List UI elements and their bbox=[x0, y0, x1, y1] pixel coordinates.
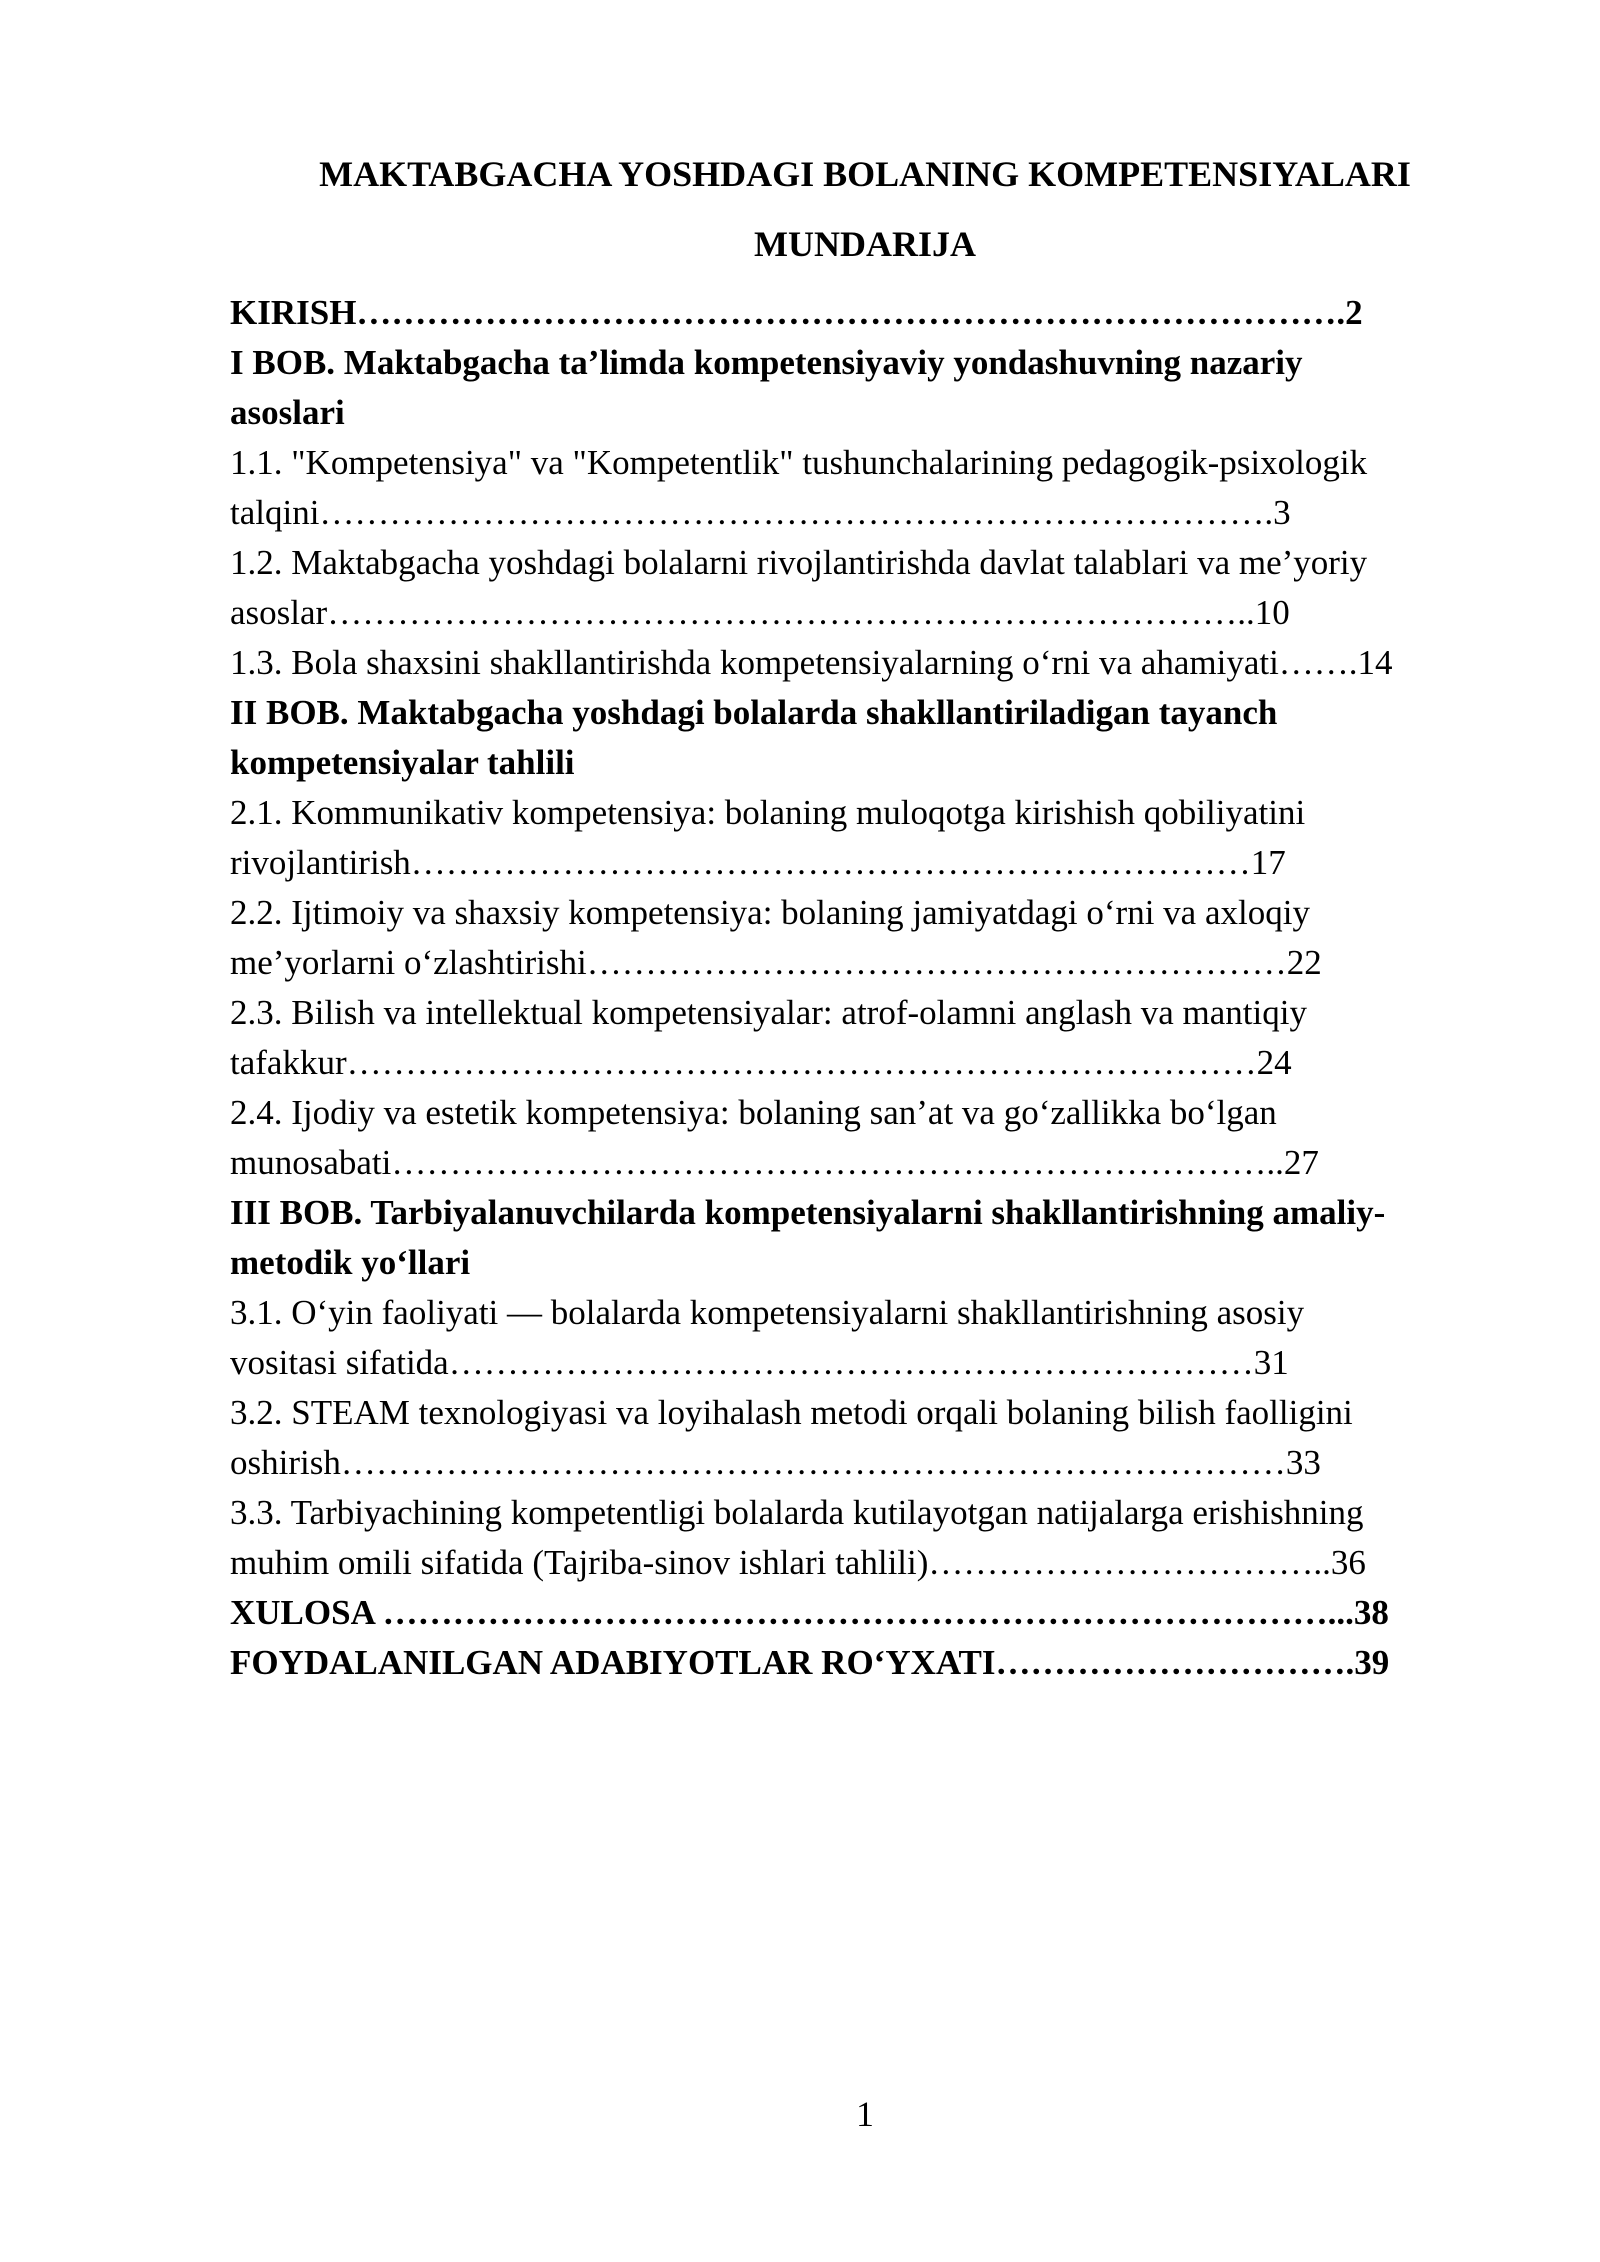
toc-line: I BOB. Maktabgacha ta’limda kompetensiyaviy yondashuvning nazariy bbox=[230, 343, 1303, 382]
toc-line: kompetensiyalar tahlili bbox=[230, 743, 575, 782]
toc-line: 2.2. Ijtimoiy va shaxsiy kompetensiya: bolaning jamiyatdagi o‘rni va axloqiy bbox=[230, 893, 1310, 932]
toc-line: oshirish………………………………………………………………………33 bbox=[230, 1443, 1321, 1482]
toc-line: 2.3. Bilish va intellektual kompetensiyalar: atrof-olamni anglash va mantiqiy bbox=[230, 993, 1307, 1032]
toc-line: III BOB. Tarbiyalanuvchilarda kompetensiyalarni shakllantirishning amaliy- bbox=[230, 1193, 1386, 1232]
toc-line: II BOB. Maktabgacha yoshdagi bolalarda shakllantiriladigan tayanch bbox=[230, 693, 1278, 732]
toc-line: 3.1. O‘yin faoliyati — bolalarda kompetensiyalarni shakllantirishning asosiy bbox=[230, 1293, 1305, 1332]
toc-line: 1.2. Maktabgacha yoshdagi bolalarni rivojlantirishda davlat talablari va me’yoriy bbox=[230, 543, 1368, 582]
toc-line: talqini……………………………………………………………………….3 bbox=[230, 493, 1291, 532]
toc-line: 3.3. Tarbiyachining kompetentligi bolalarda kutilayotgan natijalarga erishishning bbox=[230, 1493, 1364, 1532]
toc-line: 1.3. Bola shaxsini shakllantirishda kompetensiyalarning o‘rni va ahamiyati…….14 bbox=[230, 643, 1393, 682]
page-number: 1 bbox=[856, 2094, 874, 2134]
toc-line: 3.2. STEAM texnologiyasi va loyihalash metodi orqali bolaning bilish faolligini bbox=[230, 1393, 1353, 1432]
toc-line: asoslari bbox=[230, 393, 345, 432]
toc-line: munosabati…………………………………………………………………..27 bbox=[230, 1143, 1319, 1182]
toc-line: me’yorlarni o‘zlashtirishi……………………………………………………22 bbox=[230, 943, 1322, 982]
toc-line: vositasi sifatida……………………………………………………………31 bbox=[230, 1343, 1289, 1382]
toc-line: FOYDALANILGAN ADABIYOTLAR RO‘YXATI………………………….39 bbox=[230, 1643, 1390, 1682]
table-of-contents bbox=[230, 288, 1485, 1688]
toc-line: XULOSA ………………………………………………………………………...38 bbox=[230, 1593, 1389, 1632]
toc-line: muhim omili sifatida (Tajriba-sinov ishlari tahlili)……………………………..36 bbox=[230, 1543, 1366, 1582]
toc-line: tafakkur……………………………………………………………………24 bbox=[230, 1043, 1292, 1082]
toc-line: 1.1. "Kompetensiya" va "Kompetentlik" tushunchalarining pedagogik-psixologik bbox=[230, 443, 1368, 482]
toc-line: 2.1. Kommunikativ kompetensiya: bolaning muloqotga kirishish qobiliyatini bbox=[230, 793, 1306, 832]
document-title: MAKTABGACHA YOSHDAGI BOLANING KOMPETENSIYALARI bbox=[319, 154, 1411, 194]
toc-line: metodik yo‘llari bbox=[230, 1243, 471, 1282]
toc-line: rivojlantirish………………………………………………………………17 bbox=[230, 843, 1286, 882]
toc-line: KIRISH………………………………………………………………………….2 bbox=[230, 293, 1363, 332]
toc-line: 2.4. Ijodiy va estetik kompetensiya: bolaning san’at va go‘zallikka bo‘lgan bbox=[230, 1093, 1277, 1132]
toc-line: asoslar……………………………………………………………………..10 bbox=[230, 593, 1290, 632]
toc-heading: MUNDARIJA bbox=[754, 224, 976, 264]
